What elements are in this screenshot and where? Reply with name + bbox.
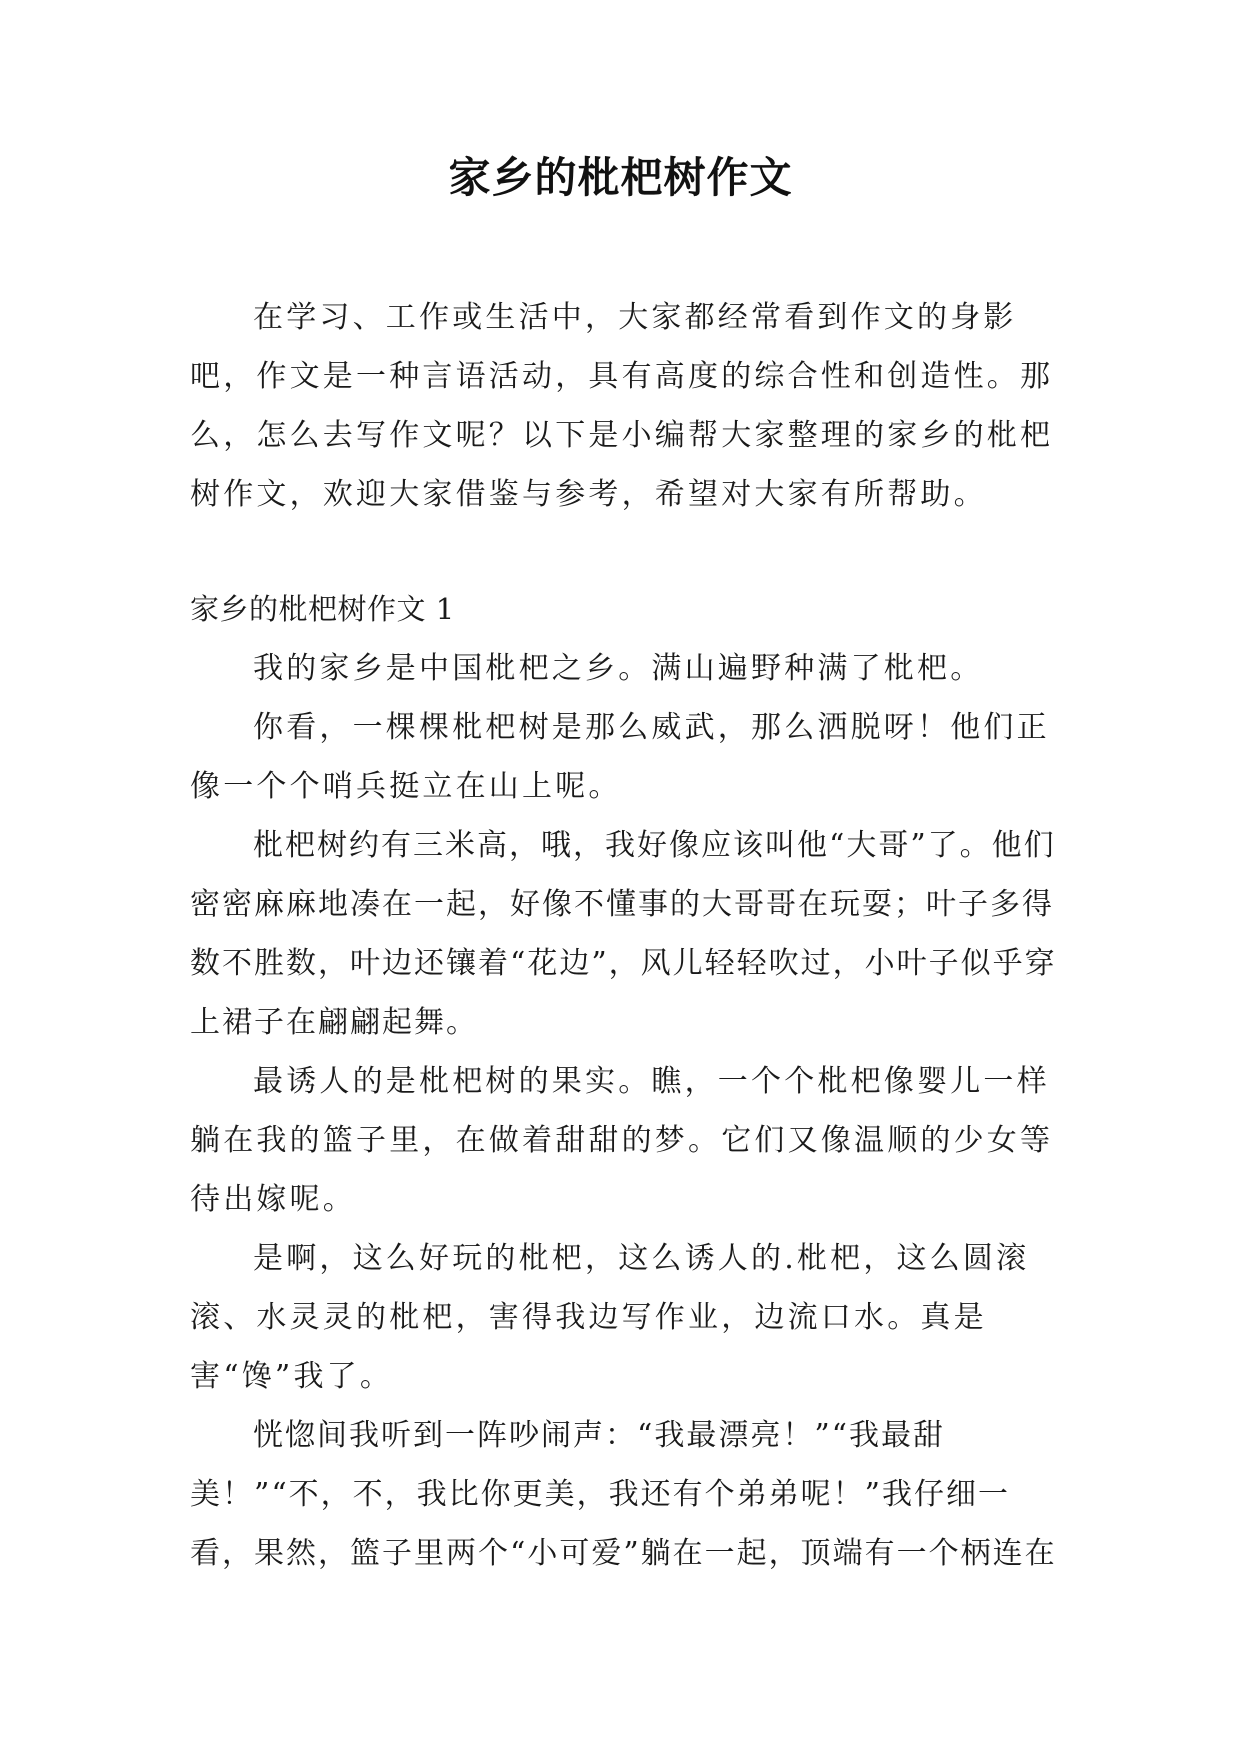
essay-paragraph-6: 恍惚间我听到一阵吵闹声：“我最漂亮！”“我最甜美！”“不，不，我比你更美，我还有个弟弟呢！”我仔细一看，果然，篮子里两个“小可爱”躺在一起，顶端有一个柄连在 <box>190 1418 1057 1571</box>
essay-paragraph-3: 枇杷树约有三米高，哦，我好像应该叫他“大哥”了。他们密密麻麻地凑在一起，好像不懂事的大哥哥在玩耍；叶子多得数不胜数，叶边还镶着“花边”，风儿轻轻吹过，小叶子似乎穿上裙子在翩翩起舞。 <box>190 828 1057 1040</box>
document-body <box>190 288 1070 1583</box>
essay-paragraph-1: 我的家乡是中国枇杷之乡。满山遍野种满了枇杷。 <box>253 651 984 686</box>
essay-paragraph-2: 你看，一棵棵枇杷树是那么威武，那么洒脱呀！他们正像一个个哨兵挺立在山上呢。 <box>190 710 1050 804</box>
essay-paragraph-4: 最诱人的是枇杷树的果实。瞧，一个个枇杷像婴儿一样躺在我的篮子里，在做着甜甜的梦。它们又像温顺的少女等待出嫁呢。 <box>190 1064 1054 1217</box>
intro-paragraph: 在学习、工作或生活中，大家都经常看到作文的身影吧，作文是一种言语活动，具有高度的综合性和创造性。那么，怎么去写作文呢？以下是小编帮大家整理的家乡的枇杷树作文，欢迎大家借鉴与参考，希望对大家有所帮助。 <box>190 300 1054 512</box>
section-heading: 家乡的枇杷树作文 1 <box>190 592 455 626</box>
essay-paragraph-5: 是啊，这么好玩的枇杷，这么诱人的.枇杷，这么圆滚滚、水灵灵的枇杷，害得我边写作业，边流口水。真是害“馋”我了。 <box>190 1241 1030 1394</box>
paragraph-gap <box>190 524 1070 580</box>
document-title: 家乡的枇杷树作文 <box>448 153 793 202</box>
